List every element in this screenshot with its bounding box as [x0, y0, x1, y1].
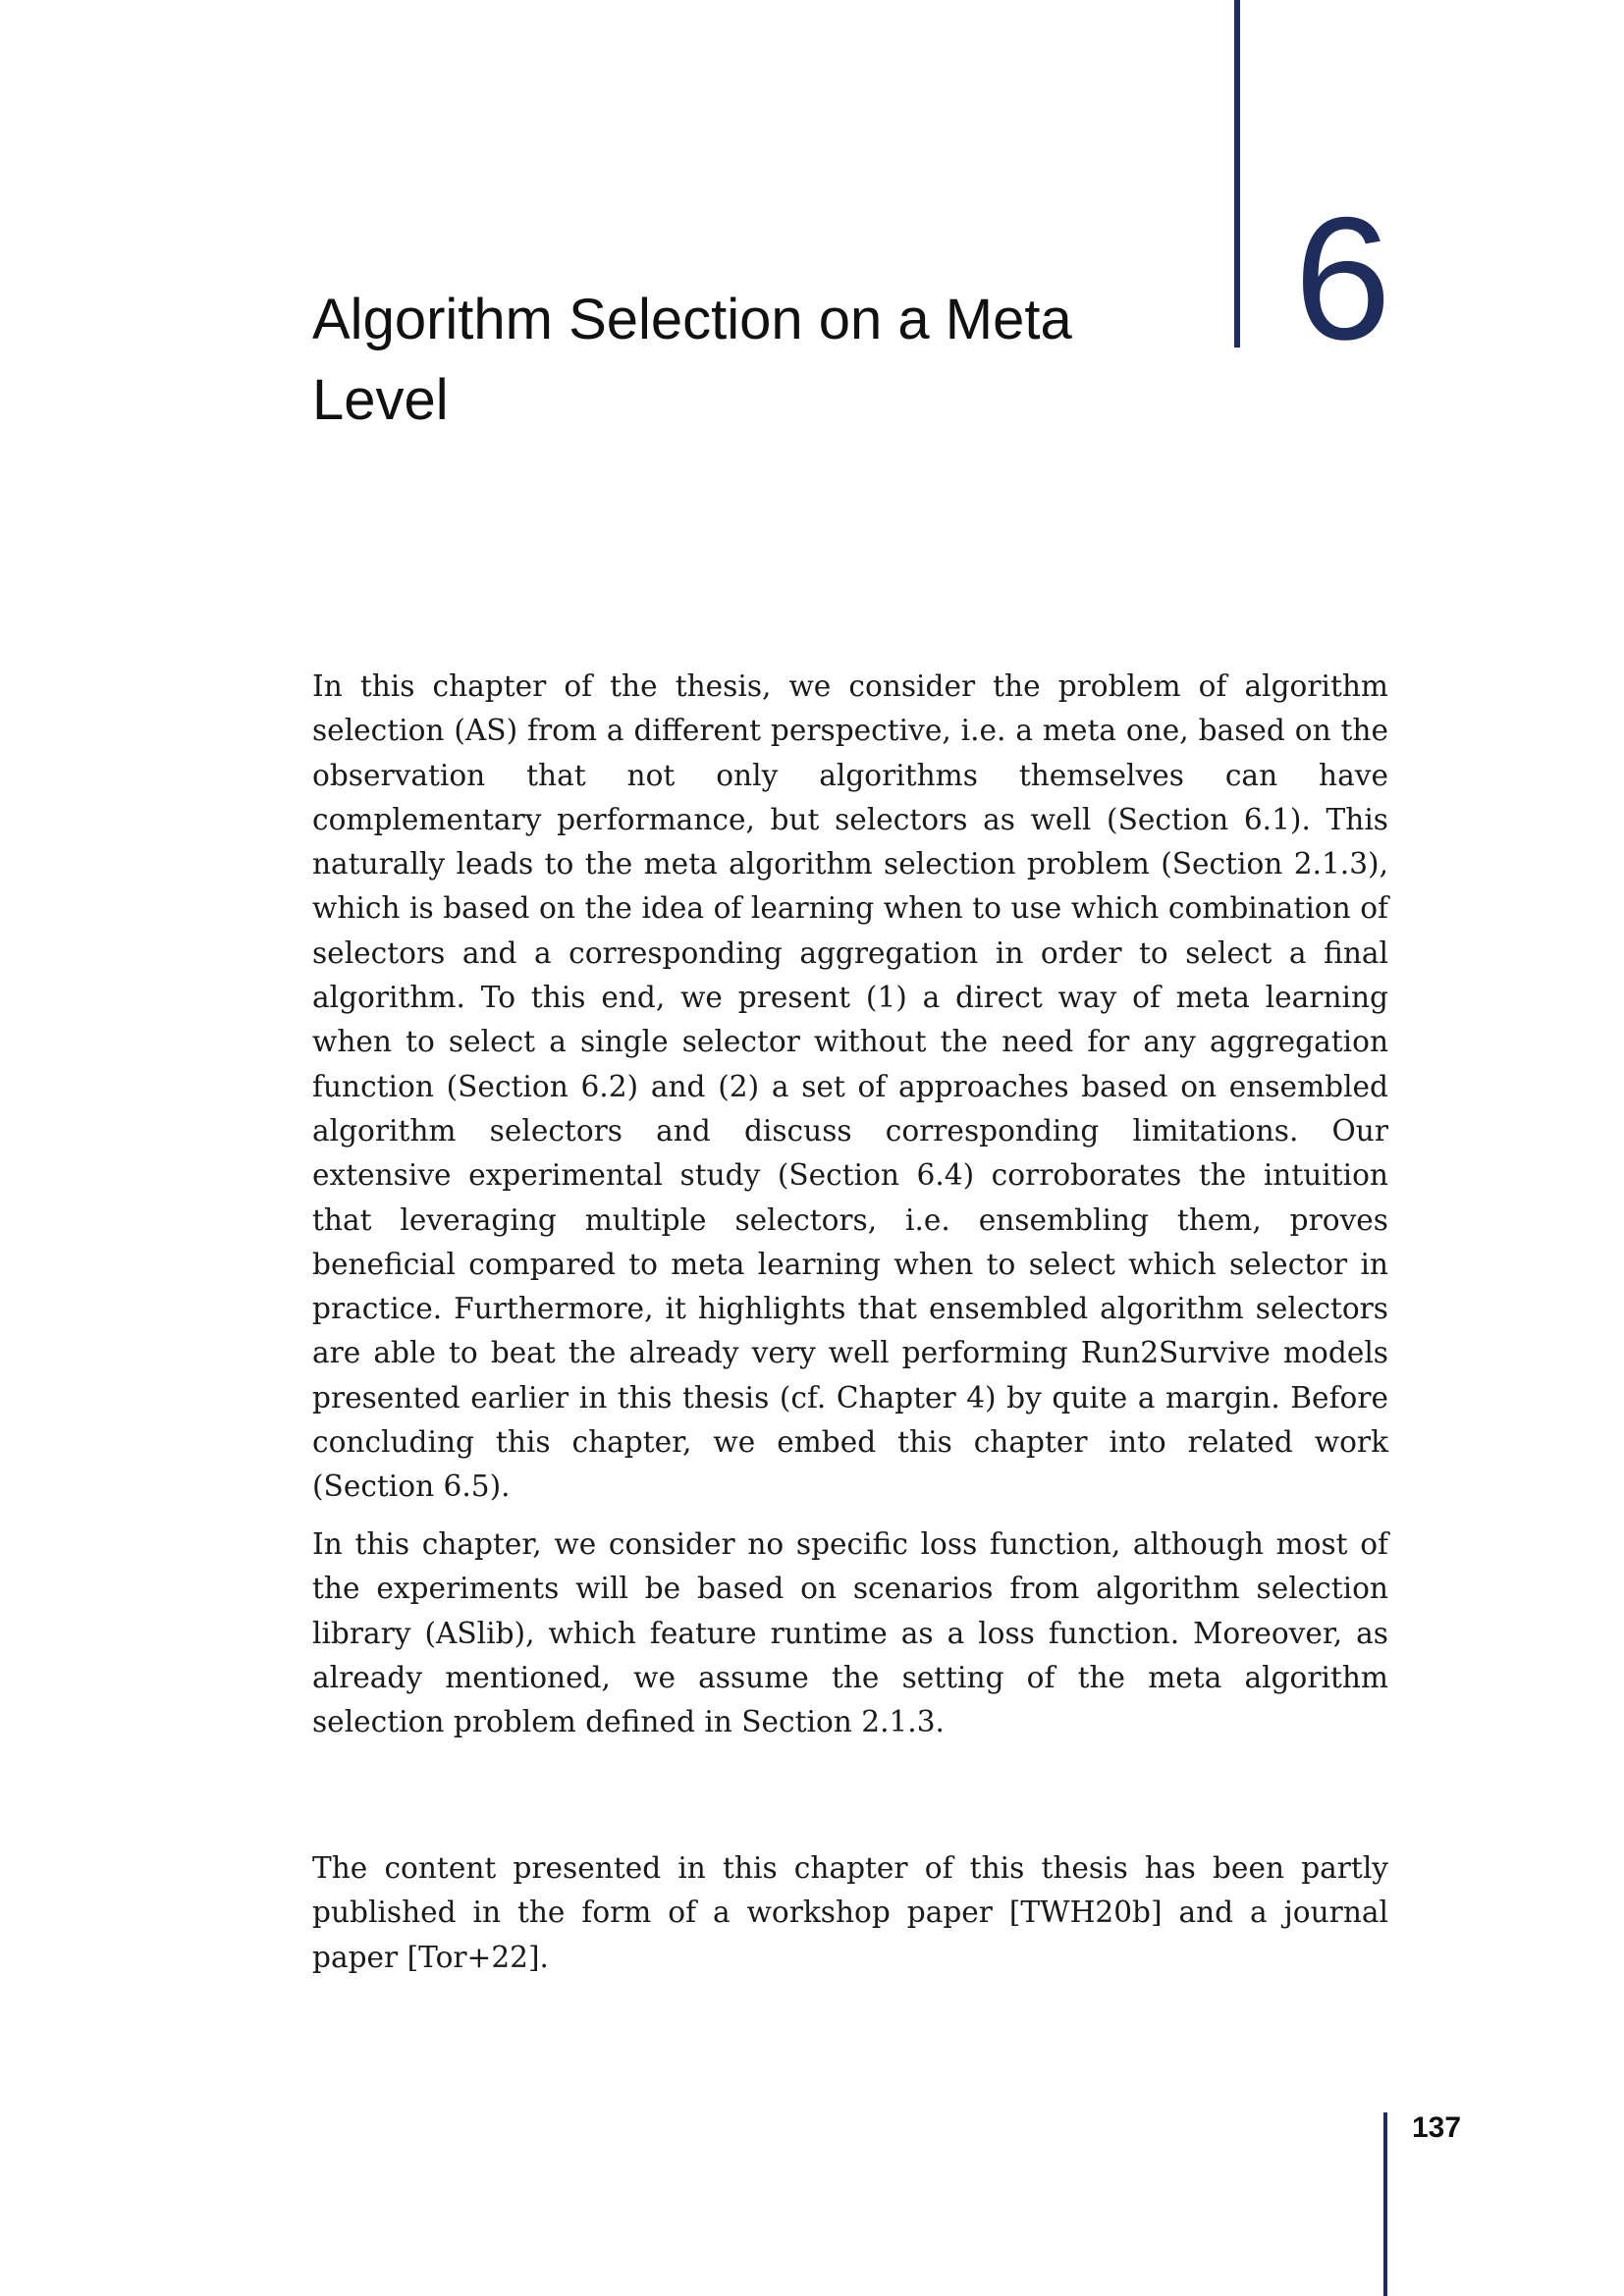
chapter-number: 6	[1294, 181, 1391, 376]
chapter-title: Algorithm Selection on a Meta Level	[312, 288, 1072, 432]
intro-paragraph: In this chapter of the thesis, we consider the problem of algorithm selection (AS) from a different perspective, i.e. a meta one, based on the observation that not only algorithms themselves can have complementary performance, but selectors as well (Section 6.1). This naturally leads to the meta algorithm selection problem (Section 2.1.3), which is based on the idea of learning when to use which combination of selectors and a corresponding aggregation in order to select a final algorithm. To this end, we present (1) a direct way of meta learning when to select a single selector without the need for any aggregation function (Section 6.2) and (2) a set of approaches based on ensembled algorithm selectors and discuss corresponding limitations. Our extensive experimental study (Section 6.4) corroborates the intuition that leveraging multiple selectors, i.e. ensembling them, proves beneficial compared to meta learning when to select which selector in practice. Furthermore, it highlights that ensembled algorithm selectors are able to beat the already very well performing Run2Survive models presented earlier in this thesis (cf. Chapter 4) by quite a margin. Before concluding this chapter, we embed this chapter into related work (Section 6.5).	[312, 669, 1388, 1504]
loss-function-paragraph: In this chapter, we consider no specific loss function, although most of the experiments will be based on scenarios from algorithm selection library (ASlib), which feature runtime as a loss function. Moreover, as already mentioned, we assume the setting of the meta algorithm selection problem defined in Section 2.1.3.	[312, 1527, 1388, 1739]
footer-rule	[1383, 2112, 1387, 2296]
publication-note-paragraph: The content presented in this chapter of this thesis has been partly published in the form of a workshop paper [TWH20b] and a journal paper [Tor+22].	[312, 1851, 1388, 1974]
chapter-header-rule	[1234, 0, 1240, 347]
page-number: 137	[1412, 2111, 1462, 2144]
